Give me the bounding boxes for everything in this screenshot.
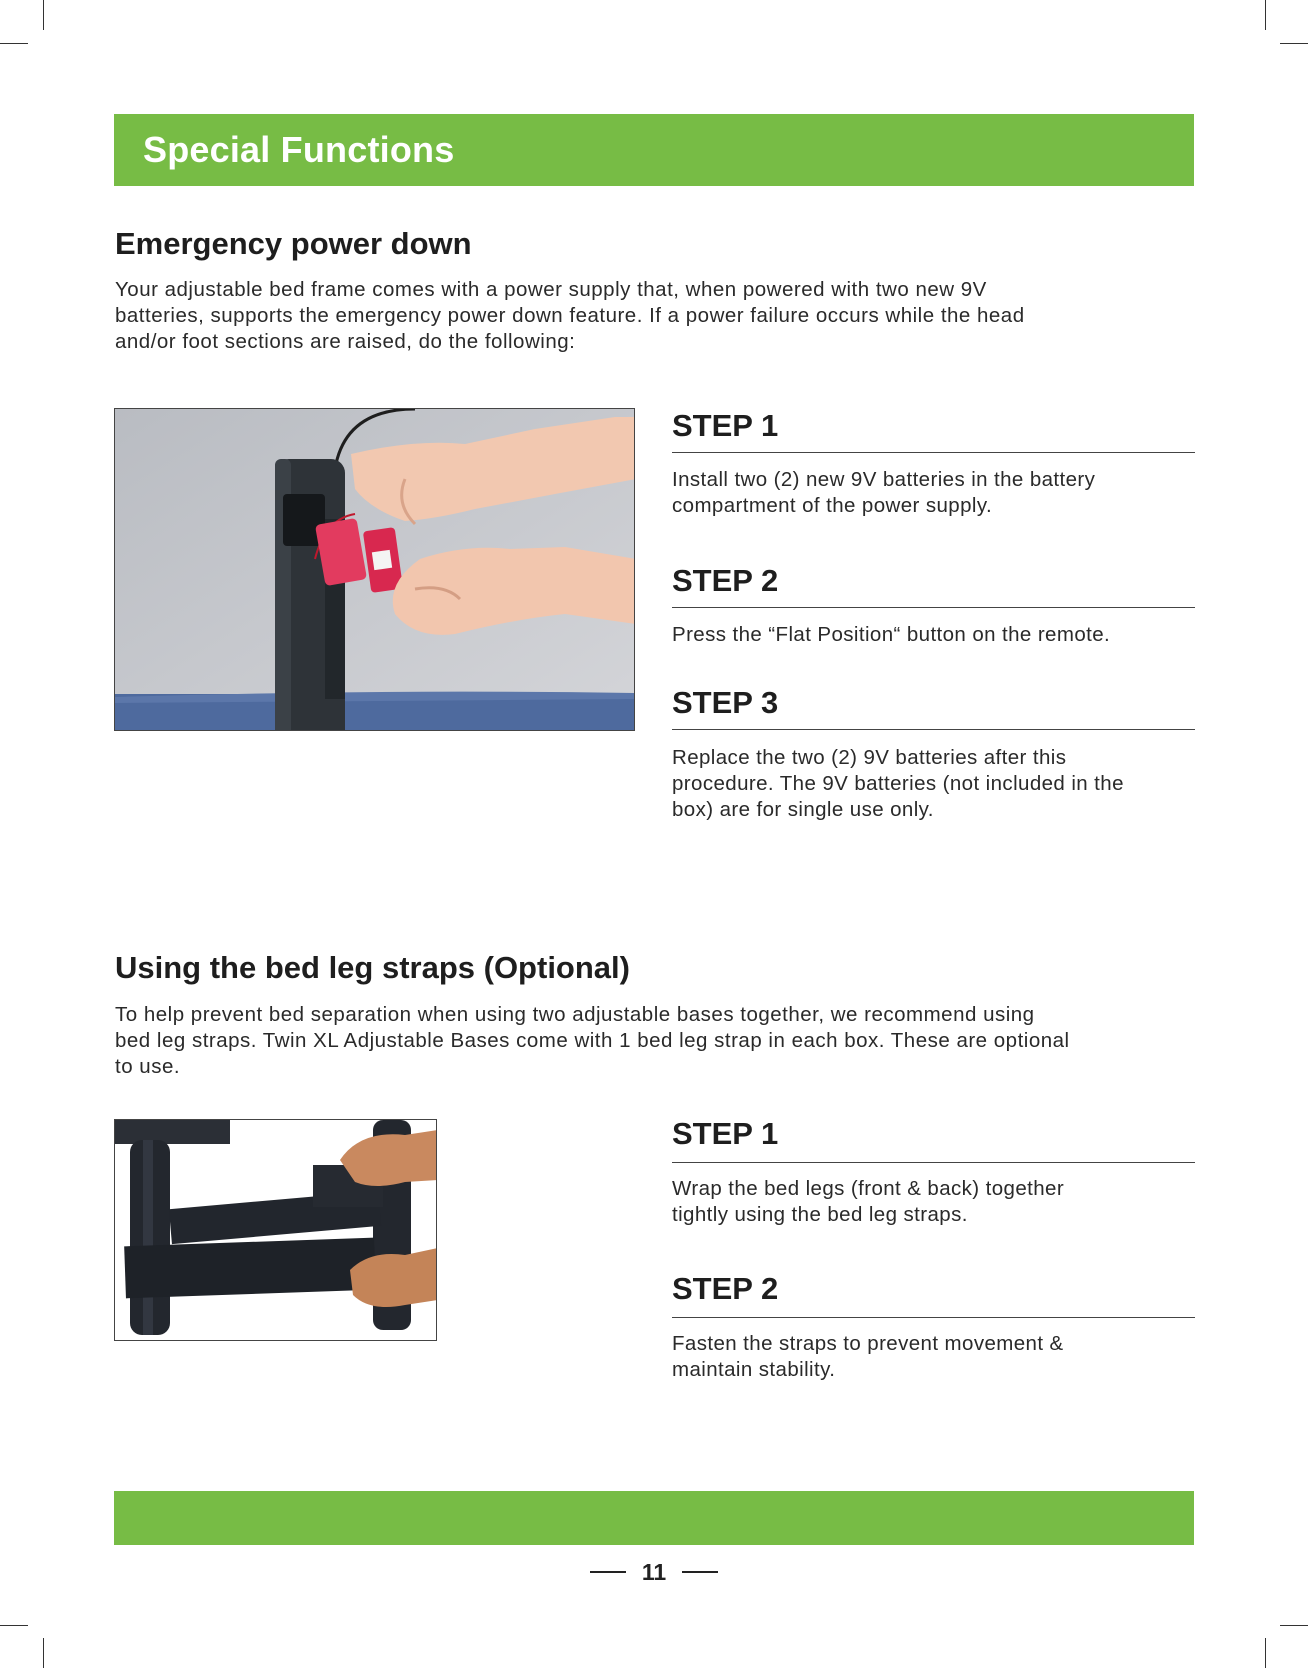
battery-install-illustration	[115, 409, 635, 731]
step-text-line: procedure. The 9V batteries (not included in the	[672, 772, 1124, 795]
emergency-intro	[115, 277, 1200, 355]
crop-mark	[0, 43, 28, 44]
intro-line: Your adjustable bed frame comes with a power supply that, when powered with two new 9V	[115, 278, 987, 301]
intro-line: bed leg straps. Twin XL Adjustable Bases come with 1 bed leg strap in each box. These are optional	[115, 1029, 1070, 1052]
step-title: STEP 3	[672, 685, 779, 720]
step-text-line: box) are for single use only.	[672, 798, 934, 821]
page-number-value: 11	[641, 1558, 667, 1585]
step-text-line: tightly using the bed leg straps.	[672, 1203, 968, 1226]
section-header-bar	[114, 114, 1194, 186]
intro-line: and/or foot sections are raised, do the following:	[115, 330, 576, 353]
crop-mark	[0, 1625, 28, 1626]
step-text-line: maintain stability.	[672, 1358, 836, 1381]
step-text-line: Fasten the straps to prevent movement &	[672, 1332, 1064, 1355]
step-text	[672, 1176, 1187, 1228]
crop-mark	[1265, 0, 1266, 30]
footer-bar	[114, 1491, 1194, 1545]
step-text	[672, 467, 1187, 519]
straps-intro	[115, 1002, 1200, 1080]
straps-section-title: Using the bed leg straps (Optional)	[115, 950, 630, 985]
step-title: STEP 1	[672, 1116, 779, 1151]
intro-line: To help prevent bed separation when using two adjustable bases together, we recommend using	[115, 1003, 1035, 1026]
crop-mark	[1265, 1638, 1266, 1668]
step-text-line: compartment of the power supply.	[672, 494, 993, 517]
step-title: STEP 2	[672, 1271, 779, 1306]
step-divider	[672, 1162, 1195, 1163]
leg-straps-photo	[114, 1119, 437, 1341]
step-text-line: Wrap the bed legs (front & back) together	[672, 1177, 1065, 1200]
step-text	[672, 745, 1187, 823]
step-divider	[672, 729, 1195, 730]
step-divider	[672, 1317, 1195, 1318]
step-title: STEP 1	[672, 408, 779, 443]
step-divider	[672, 452, 1195, 453]
step-text-line: Press the “Flat Position“ button on the remote.	[672, 623, 1111, 646]
intro-line: to use.	[115, 1055, 181, 1078]
intro-line: batteries, supports the emergency power down feature. If a power failure occurs while the head	[115, 304, 1025, 327]
step-title: STEP 2	[672, 563, 779, 598]
crop-mark	[43, 0, 44, 30]
crop-mark	[43, 1638, 44, 1668]
page-number	[590, 1557, 718, 1587]
step-text-line: Install two (2) new 9V batteries in the battery	[672, 468, 1096, 491]
page-title: Special Functions	[143, 129, 455, 170]
page-number-dash	[682, 1571, 718, 1573]
emergency-section-title: Emergency power down	[115, 226, 472, 261]
step-text	[672, 1331, 1187, 1383]
step-text	[672, 622, 1187, 648]
step-divider	[672, 607, 1195, 608]
page-number-dash	[590, 1571, 626, 1573]
step-text-line: Replace the two (2) 9V batteries after this	[672, 746, 1067, 769]
leg-straps-illustration	[115, 1120, 437, 1341]
crop-mark	[1280, 43, 1308, 44]
crop-mark	[1280, 1625, 1308, 1626]
battery-install-photo	[114, 408, 635, 731]
